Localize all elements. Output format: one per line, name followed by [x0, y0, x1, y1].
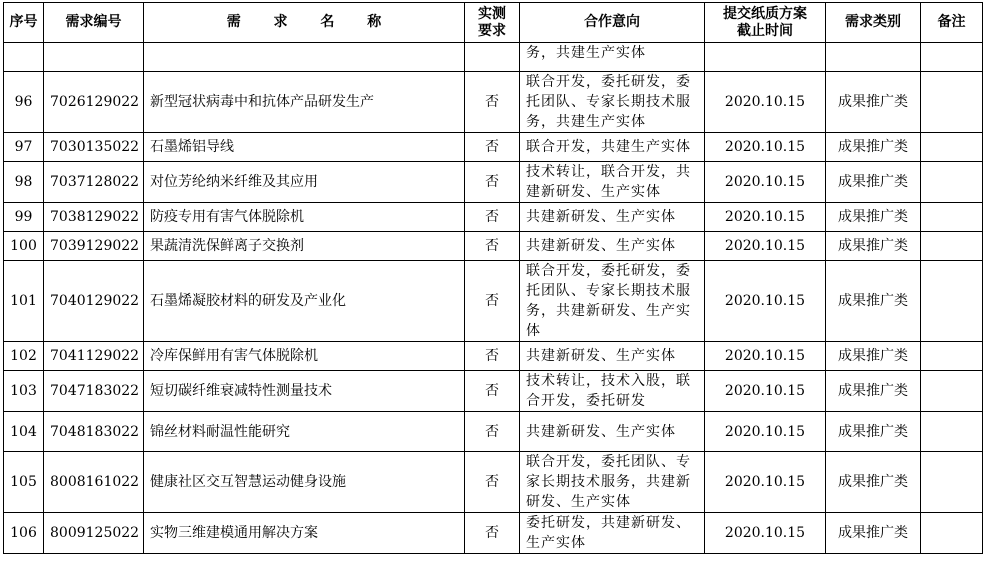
- cell-name: 冷库保鲜用有害气体脱除机: [144, 342, 465, 371]
- cell-note: [921, 452, 983, 513]
- table-row: [4, 513, 983, 554]
- cell-deadline: 2020.10.15: [705, 232, 826, 261]
- cell-test: 否: [465, 513, 520, 554]
- cell-intent: 联合开发，委托研发，委托团队、专家长期技术服务，共建生产实体: [520, 72, 705, 133]
- cell-intent: 共建新研发、生产实体: [520, 412, 705, 452]
- cell-note: [921, 72, 983, 133]
- header-deadline-line1: 提交纸质方案: [723, 5, 807, 22]
- cell-deadline: 2020.10.15: [705, 203, 826, 232]
- cell-note: [921, 232, 983, 261]
- cell-no: 103: [4, 371, 44, 412]
- continuation-row: [4, 43, 983, 72]
- table-row: [4, 162, 983, 203]
- cell-name: 短切碳纤维衰减特性测量技术: [144, 371, 465, 412]
- cell-note: [921, 261, 983, 342]
- table-row: [4, 203, 983, 232]
- cell-type: 成果推广类: [826, 232, 921, 261]
- cell-intent: 联合开发，共建生产实体: [520, 133, 705, 162]
- cell-intent: 联合开发，委托研发，委托团队、专家长期技术服务，共建新研发、生产实体: [520, 261, 705, 342]
- cell-intent: 委托研发，共建新研发、生产实体: [520, 513, 705, 554]
- cell-name: 石墨烯凝胶材料的研发及产业化: [144, 261, 465, 342]
- cell-note: [921, 412, 983, 452]
- table-row: [4, 412, 983, 452]
- cell-no: 96: [4, 72, 44, 133]
- cell-type: 成果推广类: [826, 412, 921, 452]
- cell-deadline: 2020.10.15: [705, 342, 826, 371]
- cell-code: [44, 43, 144, 72]
- cell-no: 102: [4, 342, 44, 371]
- cell-intent: 共建新研发、生产实体: [520, 232, 705, 261]
- cell-intent: 联合开发，委托团队、专家长期技术服务，共建新研发、生产实体: [520, 452, 705, 513]
- cell-type: 成果推广类: [826, 162, 921, 203]
- cell-deadline: 2020.10.15: [705, 452, 826, 513]
- cell-deadline: 2020.10.15: [705, 261, 826, 342]
- cell-no: 106: [4, 513, 44, 554]
- cell-note: [921, 43, 983, 72]
- cell-type: 成果推广类: [826, 342, 921, 371]
- cell-name: 对位芳纶纳米纤维及其应用: [144, 162, 465, 203]
- cell-code: 8008161022: [44, 452, 144, 513]
- cell-deadline: [705, 43, 826, 72]
- table-row: [4, 232, 983, 261]
- cell-note: [921, 342, 983, 371]
- cell-type: 成果推广类: [826, 513, 921, 554]
- cell-type: 成果推广类: [826, 133, 921, 162]
- cell-name: 健康社区交互智慧运动健身设施: [144, 452, 465, 513]
- cell-name: 实物三维建模通用解决方案: [144, 513, 465, 554]
- cell-intent: 共建新研发、生产实体: [520, 203, 705, 232]
- cell-type: 成果推广类: [826, 452, 921, 513]
- cell-name: [144, 43, 465, 72]
- header-test-line1: 实测: [478, 5, 506, 22]
- cell-code: 7048183022: [44, 412, 144, 452]
- cell-deadline: 2020.10.15: [705, 371, 826, 412]
- cell-no: 97: [4, 133, 44, 162]
- cell-deadline: 2020.10.15: [705, 513, 826, 554]
- cell-test: 否: [465, 342, 520, 371]
- cell-intent: 共建新研发、生产实体: [520, 342, 705, 371]
- header-deadline: [705, 3, 826, 43]
- cell-code: 7030135022: [44, 133, 144, 162]
- cell-name: 新型冠状病毒中和抗体产品研发生产: [144, 72, 465, 133]
- cell-note: [921, 371, 983, 412]
- cell-note: [921, 203, 983, 232]
- table-row: [4, 133, 983, 162]
- cell-note: [921, 162, 983, 203]
- table-row: [4, 452, 983, 513]
- header-no: 序号: [4, 3, 44, 43]
- cell-code: 7038129022: [44, 203, 144, 232]
- cell-type: 成果推广类: [826, 261, 921, 342]
- table-row: [4, 342, 983, 371]
- cell-deadline: 2020.10.15: [705, 412, 826, 452]
- cell-test: 否: [465, 452, 520, 513]
- cell-note: [921, 513, 983, 554]
- cell-deadline: 2020.10.15: [705, 162, 826, 203]
- cell-name: 石墨烯铝导线: [144, 133, 465, 162]
- requirements-table: [3, 2, 983, 554]
- cell-code: 7037128022: [44, 162, 144, 203]
- header-note: 备注: [921, 3, 983, 43]
- cell-deadline: 2020.10.15: [705, 133, 826, 162]
- cell-no: 105: [4, 452, 44, 513]
- cell-intent: 技术转让，联合开发，共建新研发、生产实体: [520, 162, 705, 203]
- table-row: [4, 371, 983, 412]
- header-test-line2: 要求: [478, 22, 506, 39]
- cell-test: 否: [465, 162, 520, 203]
- header-deadline-line2: 截止时间: [737, 22, 793, 39]
- table-row: [4, 261, 983, 342]
- cell-code: 7040129022: [44, 261, 144, 342]
- cell-code: 8009125022: [44, 513, 144, 554]
- cell-test: 否: [465, 412, 520, 452]
- cell-code: 7047183022: [44, 371, 144, 412]
- cell-test: 否: [465, 371, 520, 412]
- header-type: 需求类别: [826, 3, 921, 43]
- cell-test: 否: [465, 203, 520, 232]
- cell-no: 101: [4, 261, 44, 342]
- cell-intent: 技术转让，技术入股，联合开发，委托研发: [520, 371, 705, 412]
- cell-no: 104: [4, 412, 44, 452]
- header-row: [4, 3, 983, 43]
- cell-type: 成果推广类: [826, 72, 921, 133]
- cell-test: 否: [465, 261, 520, 342]
- cell-name: 果蔬清洗保鲜离子交换剂: [144, 232, 465, 261]
- cell-type: 成果推广类: [826, 371, 921, 412]
- table-row: [4, 72, 983, 133]
- cell-name: 锦丝材料耐温性能研究: [144, 412, 465, 452]
- header-test: [465, 3, 520, 43]
- cell-intent: 务，共建生产实体: [520, 43, 705, 72]
- cell-no: 98: [4, 162, 44, 203]
- cell-test: [465, 43, 520, 72]
- cell-no: 99: [4, 203, 44, 232]
- cell-test: 否: [465, 232, 520, 261]
- header-intent: 合作意向: [520, 3, 705, 43]
- cell-no: 100: [4, 232, 44, 261]
- cell-code: 7041129022: [44, 342, 144, 371]
- cell-deadline: 2020.10.15: [705, 72, 826, 133]
- cell-type: 成果推广类: [826, 203, 921, 232]
- header-name: 需 求 名 称: [144, 3, 465, 43]
- cell-test: 否: [465, 133, 520, 162]
- cell-code: 7039129022: [44, 232, 144, 261]
- cell-code: 7026129022: [44, 72, 144, 133]
- cell-no: [4, 43, 44, 72]
- cell-note: [921, 133, 983, 162]
- cell-test: 否: [465, 72, 520, 133]
- header-code: 需求编号: [44, 3, 144, 43]
- cell-name: 防疫专用有害气体脱除机: [144, 203, 465, 232]
- cell-type: [826, 43, 921, 72]
